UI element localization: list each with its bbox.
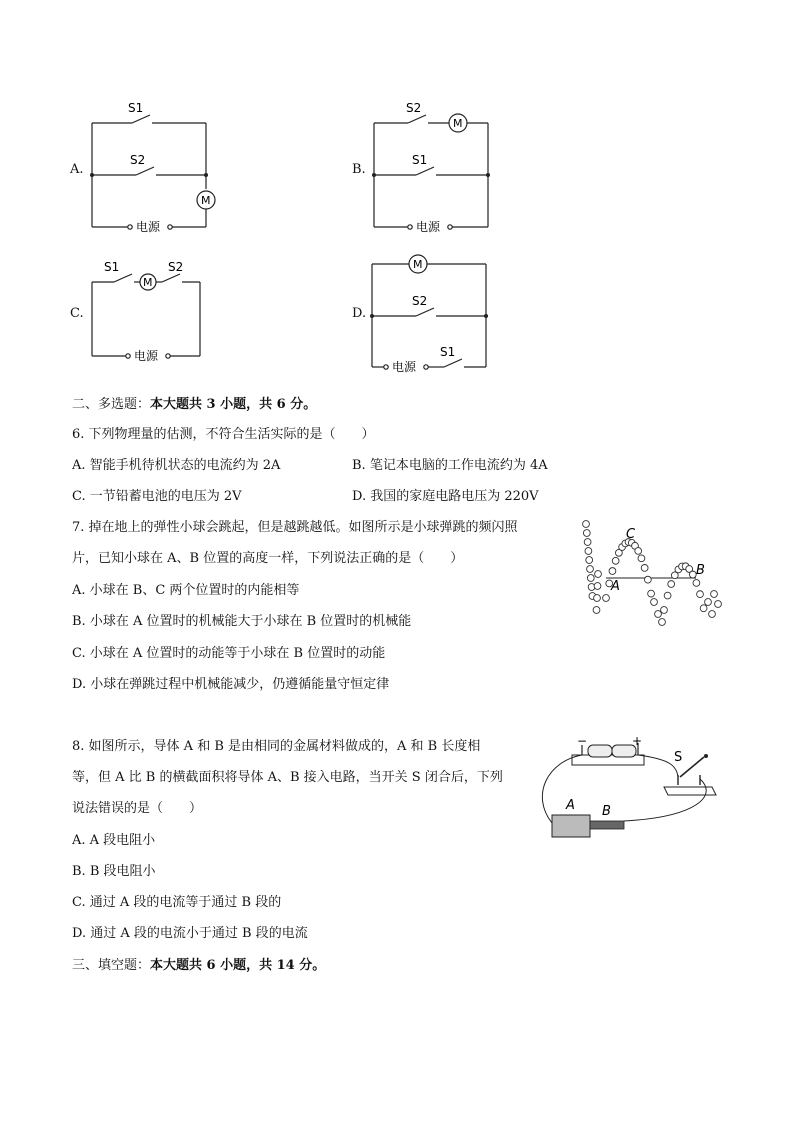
- circuit-c-letter: C.: [70, 306, 84, 321]
- circuit-c-power: 电源: [134, 349, 159, 363]
- circuit-a-diagram: [86, 95, 226, 235]
- switch-base: [664, 787, 716, 795]
- q7-option-a: A. 小球在 B、C 两个位置时的内能相等: [72, 583, 300, 598]
- battery-cell-1: [588, 745, 612, 757]
- ball-position: [655, 611, 662, 618]
- circuit-c-diagram: [86, 252, 216, 372]
- ball-position: [583, 530, 590, 537]
- conductor-a: [552, 815, 590, 837]
- ball-position: [587, 575, 594, 582]
- ball-position: [697, 591, 704, 598]
- switch-label: S: [674, 750, 683, 765]
- label-conductor-a: A: [566, 798, 575, 813]
- ball-position: [594, 595, 601, 602]
- circuit-d-s2: S2: [412, 294, 428, 308]
- circuit-b-letter: B.: [352, 162, 366, 177]
- q8-option-a: A. A 段电阻小: [72, 833, 156, 848]
- q8-option-b: B. B 段电阻小: [72, 864, 156, 879]
- q7-stem-line1: 7. 掉在地上的弹性小球会跳起，但是越跳越低。如图所示是小球弹跳的频闪照: [72, 520, 518, 535]
- ball-position: [715, 601, 722, 608]
- ball-position: [603, 595, 610, 602]
- ball-position: [585, 548, 592, 555]
- circuit-d-letter: D.: [352, 306, 367, 321]
- ball-position: [641, 564, 648, 571]
- battery-plus: +: [632, 735, 643, 748]
- ball-position: [586, 557, 593, 564]
- ball-position: [644, 576, 651, 583]
- circuit-b-diagram: [368, 95, 508, 235]
- ball-position: [705, 599, 712, 606]
- ball-position: [693, 580, 700, 587]
- ball-position: [635, 548, 642, 555]
- ball-position: [595, 571, 602, 578]
- circuit-b-s1: S1: [412, 153, 428, 167]
- q8-option-d: D. 通过 A 段的电流小于通过 B 段的电流: [72, 926, 308, 941]
- section-3-heading: 三、填空题：本大题共 6 小题，共 14 分。: [72, 958, 326, 973]
- q7-option-c: C. 小球在 A 位置时的动能等于小球在 B 位置时的动能: [72, 646, 386, 661]
- label-conductor-b: B: [602, 804, 611, 819]
- q7-option-d: D. 小球在弹跳过程中机械能减少，仍遵循能量守恒定律: [72, 677, 390, 692]
- ball-position: [651, 599, 658, 606]
- section-2-heading: 二、多选题：本大题共 3 小题，共 6 分。: [72, 397, 317, 412]
- circuit-d-diagram: [368, 252, 498, 377]
- q7-option-b: B. 小球在 A 位置时的机械能大于小球在 B 位置时的机械能: [72, 614, 412, 629]
- q8-stem-line3: 说法错误的是（ ）: [72, 801, 203, 816]
- circuit-a-motor: M: [201, 194, 211, 207]
- q8-stem-line1: 8. 如图所示，导体 A 和 B 是由相同的金属材料做成的，A 和 B 长度相: [72, 739, 481, 754]
- circuit-d-power: 电源: [392, 360, 417, 374]
- q6-option-b: B. 笔记本电脑的工作电流约为 4A: [352, 458, 548, 473]
- circuit-d-s1: S1: [440, 345, 456, 359]
- ball-position: [661, 607, 668, 614]
- ball-position: [659, 619, 666, 626]
- circuit-c-s2: S2: [168, 260, 184, 274]
- label-c: C: [626, 527, 636, 542]
- circuit-a-s1: S1: [128, 101, 144, 115]
- circuit-a-letter: A.: [70, 162, 84, 177]
- circuit-a-power: 电源: [136, 220, 161, 234]
- conductor-circuit-figure: [528, 735, 728, 843]
- q8-option-c: C. 通过 A 段的电流等于通过 B 段的: [72, 895, 282, 910]
- circuit-b-motor: M: [453, 117, 463, 130]
- q7-stem-line2: 片，已知小球在 A、B 位置的高度一样，下列说法正确的是（ ）: [72, 551, 464, 566]
- ball-position: [583, 521, 590, 528]
- label-b: B: [696, 563, 705, 578]
- battery-minus: −: [577, 735, 588, 748]
- q6-option-c: C. 一节铅蓄电池的电压为 2V: [72, 489, 242, 504]
- ball-position: [648, 590, 655, 597]
- ball-position: [668, 581, 675, 588]
- circuit-b-s2: S2: [406, 101, 422, 115]
- label-a: A: [611, 579, 620, 594]
- conductor-b: [590, 821, 624, 829]
- switch-lever[interactable]: [680, 757, 704, 777]
- q6-option-a: A. 智能手机待机状态的电流约为 2A: [72, 458, 281, 473]
- ball-position: [612, 557, 619, 564]
- ball-position: [594, 583, 601, 590]
- q8-stem-line2: 等，但 A 比 B 的横截面积将导体 A、B 接入电路，当开关 S 闭合后，下列: [72, 770, 503, 785]
- q6-option-d: D. 我国的家庭电路电压为 220V: [352, 489, 539, 504]
- q6-stem: 6. 下列物理量的估测，不符合生活实际的是（ ）: [72, 427, 375, 442]
- ball-position: [609, 568, 616, 575]
- bouncing-ball-figure: [578, 518, 728, 626]
- ball-position: [638, 555, 645, 562]
- ball-position: [584, 539, 591, 546]
- circuit-d-motor: M: [413, 258, 423, 271]
- circuit-c-s1: S1: [104, 260, 120, 274]
- ball-position: [587, 566, 594, 573]
- circuit-c-motor: M: [143, 276, 153, 289]
- ball-position: [593, 607, 600, 614]
- ball-position: [664, 592, 671, 599]
- ball-position: [709, 611, 716, 618]
- ball-position: [711, 591, 718, 598]
- circuit-b-power: 电源: [416, 220, 441, 234]
- circuit-a-s2: S2: [130, 153, 146, 167]
- ball-position: [700, 605, 707, 612]
